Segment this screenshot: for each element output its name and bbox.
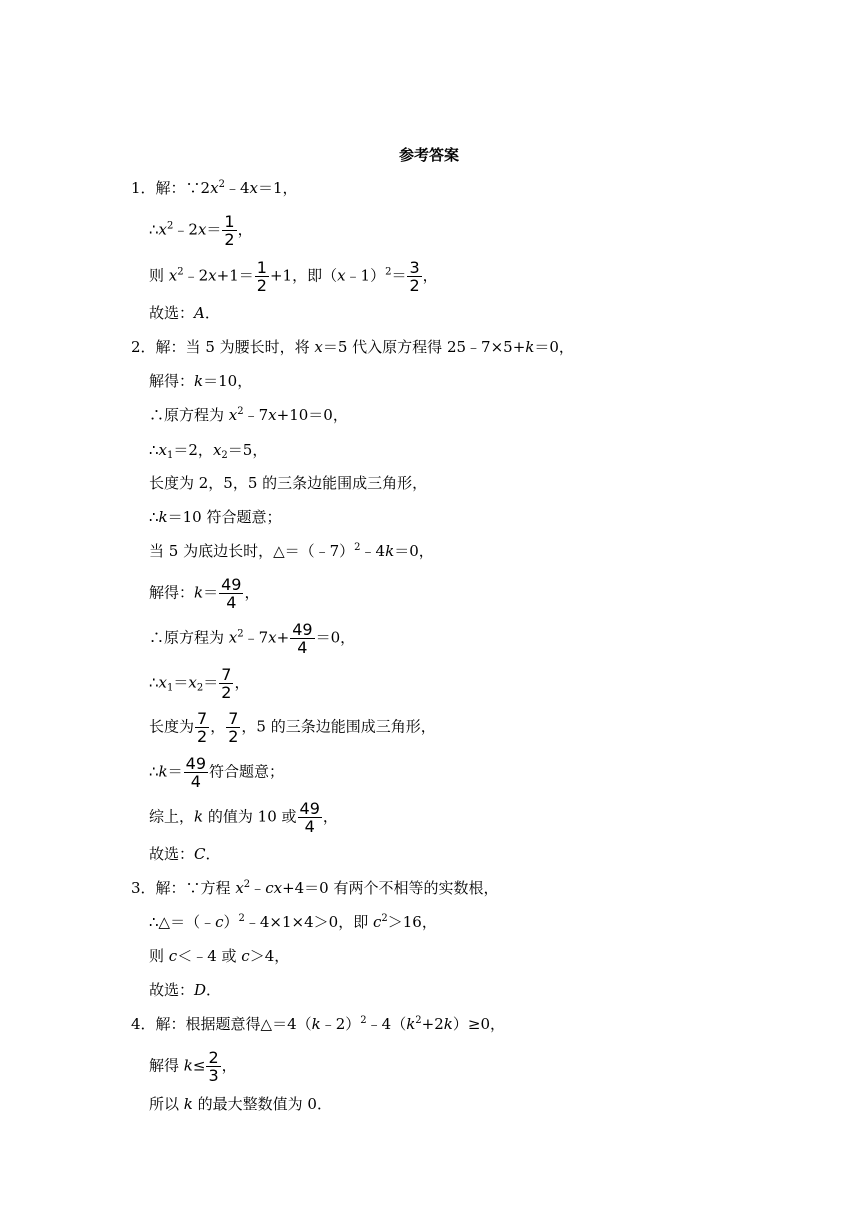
fraction: $\frac{7}{2}$ [228, 709, 239, 746]
q2-line-13: 综上，k 的值为 10 或 $\frac{49}{4}$ ， [149, 799, 338, 836]
fraction: $\frac{2}{3}$ [208, 1048, 219, 1085]
fraction: $\frac{49}{4}$ [299, 799, 320, 836]
fraction: $\frac{7}{2}$ [197, 709, 208, 746]
fraction: $\frac{49}{4}$ [292, 620, 313, 657]
q1-line-1: 1．解：$\because 2x^2﹣4x=1$， [131, 179, 298, 197]
q1-line-2: $\therefore x^2﹣2x=$ $\frac{1}{2}$ ， [149, 212, 253, 249]
q2-line-2: 解得：k＝10， [149, 372, 253, 390]
q1-line-3: 则 $x^2﹣2x+1=$ $\frac{1}{2}$ +1，即（x﹣1）$^2$＝ $\frac{3}{2}$ ， [149, 258, 438, 295]
fraction: $\frac{7}{2}$ [221, 665, 232, 702]
q1-line-4: 故选：A． [149, 304, 220, 322]
q2-line-6: ∴k＝10 符合题意； [149, 508, 282, 526]
fraction: $\frac{3}{2}$ [409, 258, 420, 295]
q2-line-14: 故选：C． [149, 845, 221, 863]
q4-line-3: 所以 k 的最大整数值为 0． [149, 1095, 332, 1113]
q2-line-11: 长度为 $\frac{7}{2}$ ， $\frac{7}{2}$ ，5 的三条边能围成三角形， [149, 709, 436, 746]
q2-line-10: $\therefore x_1=x_2=$ $\frac{7}{2}$ ， [149, 665, 250, 702]
q2-line-8: 解得：k＝ $\frac{49}{4}$ ， [149, 575, 260, 612]
q2-line-7: 当 5 为底边长时，△＝（﹣7）$^2$﹣4k＝0， [149, 542, 434, 560]
q3-line-4: 故选：D． [149, 981, 222, 999]
q2-line-3: ∴原方程为 $x^2﹣7x+10=0$， [149, 406, 348, 424]
fraction: $\frac{49}{4}$ [221, 575, 242, 612]
q3-line-1: 3．解：∵方程 $x^2﹣cx+4=0$ 有两个不相等的实数根， [131, 879, 499, 897]
q4-line-1: 4．解：根据题意得$\triangle=4(k﹣2)^2﹣4(k^2+2k)\ge 0$， [131, 1015, 506, 1033]
q3-line-2: ∴△＝（﹣c）$^2$﹣4×1×4＞0，即 $c^2>16$， [149, 913, 437, 931]
q4-number: 4． [131, 1015, 156, 1033]
q2-number: 2． [131, 338, 156, 356]
fraction: $\frac{1}{2}$ [256, 258, 267, 295]
q1-number: 1． [131, 179, 156, 197]
q4-line-2: 解得 k≤ $\frac{2}{3}$ ， [149, 1048, 237, 1085]
q2-line-5: 长度为 2，5，5 的三条边能围成三角形， [149, 474, 428, 492]
q2-line-12: ∴k＝ $\frac{49}{4}$ 符合题意； [149, 754, 285, 791]
q2-line-1: 2．解：当 5 为腰长时，将 x＝5 代入原方程得 25﹣7×5+k＝0， [131, 338, 574, 356]
page-title: 参考答案 [399, 146, 460, 164]
q3-line-3: 则 c＜﹣4 或 c＞4， [149, 947, 290, 965]
q3-number: 3． [131, 879, 156, 897]
q2-line-4: $\therefore x_1=2$，$x_2=5$， [149, 441, 268, 461]
fraction: $\frac{1}{2}$ [224, 212, 235, 249]
fraction: $\frac{49}{4}$ [185, 754, 207, 791]
q2-line-9: ∴原方程为 $x^2﹣7x+$ $\frac{49}{4}$ ＝0， [149, 620, 356, 657]
